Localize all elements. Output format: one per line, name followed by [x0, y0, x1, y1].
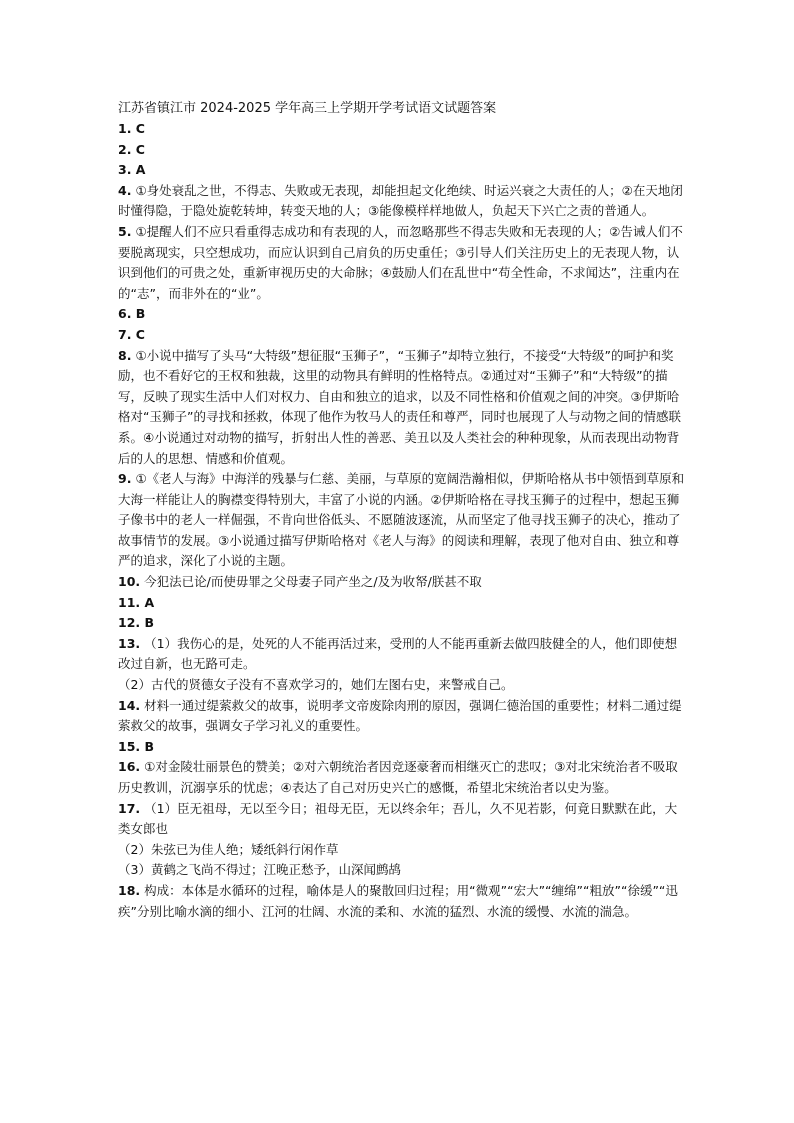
answer-number: 17. — [118, 800, 141, 816]
answer-text: 今犯法已论/而使毋罪之父母妻子同产坐之/及为收帑/朕甚不取 — [144, 574, 482, 590]
answer-17-2 — [118, 840, 686, 861]
answer-text: ①《老人与海》中海洋的残暴与仁慈、美丽，与草原的宽阔浩瀚相似，伊斯哈格从书中领悟到草原和大海一样能让人的胸襟变得特别大，丰富了小说的内涵。②伊斯哈格在寻找玉狮子的过程中，想起玉狮子像书中的老人一样倔强，不肯向世俗低头、不愿随波逐流，从而坚定了他寻找玉狮子的决心，推动了故事情节的发展。③小说通过描写伊斯哈格对《老人与海》的阅读和理解，表现了他对自由、独立和尊严的追求，深化了小说的主题。 — [118, 471, 685, 569]
answer-text: （3）黄鹤之飞尚不得过；江晚正愁予，山深闻鹧鸪 — [118, 862, 401, 878]
document-title: 江苏省镇江市 2024-2025 学年高三上学期开学考试语文试题答案 — [118, 101, 497, 116]
answer-6 — [118, 304, 686, 325]
answer-8 — [118, 346, 686, 470]
answer-13-1 — [118, 634, 686, 675]
answer-14 — [118, 696, 686, 737]
answer-number: 12. B — [118, 615, 155, 631]
answer-number: 14. — [118, 697, 141, 713]
answer-16 — [118, 757, 686, 798]
answer-text: ①小说中描写了头马“大特级”想征服“玉狮子”，“玉狮子”却特立独行，不接受“大特级”的呵护和奖励，也不看好它的王权和独裁，这里的动物具有鲜明的性格特点。②通过对“玉狮子”和“大特级”的描写，反映了现实生活中人们对权力、自由和独立的追求，以及不同性格和价值观之间的冲突。③伊斯哈格对“玉狮子”的寻找和拯救，体现了他作为牧马人的责任和尊严，同时也展现了人与动物之间的情感联系。④小说通过对动物的描写，折射出人性的善恶、美丑以及人类社会的种种现象，从而表现出动物背后的人的思想、情感和价值观。 — [118, 347, 681, 466]
answer-number: 2. C — [118, 141, 145, 157]
answer-5 — [118, 222, 686, 304]
answer-17-3 — [118, 860, 686, 881]
answer-7 — [118, 325, 686, 346]
answer-number: 15. B — [118, 738, 155, 754]
answer-text: ①对金陵壮丽景色的赞美；②对六朝统治者因竞逐豪奢而相继灭亡的悲叹；③对北宋统治者不吸取历史教训，沉溺享乐的忧虑；④表达了自己对历史兴亡的感慨，希望北宋统治者以史为鉴。 — [118, 759, 678, 795]
answer-2 — [118, 140, 686, 161]
answer-document — [118, 99, 686, 922]
answer-11 — [118, 593, 686, 614]
answer-text: 构成：本体是水循环的过程，喻体是人的聚散回归过程；用“微观”“宏大”“缠绵”“粗放”“徐缓”“迅疾”分别比喻水滴的细小、江河的壮阔、水流的柔和、水流的猛烈、水流的缓慢、水流的湍急。 — [118, 882, 678, 919]
answer-number: 10. — [118, 574, 141, 590]
answer-text: ①身处衰乱之世，不得志、失败或无表现，却能担起文化绝续、时运兴衰之大责任的人；②在天地闭时懂得隐，于隐处旋乾转坤，转变天地的人；③能像模样样地做人，负起天下兴亡之责的普通人。 — [118, 182, 683, 219]
answer-number: 6. B — [118, 306, 146, 322]
answer-15 — [118, 737, 686, 758]
answer-text: （1）臣无祖母，无以至今日；祖母无臣，无以终余年；吾儿，久不见若影，何竟日默默在此，大类女郎也 — [118, 800, 678, 837]
answer-17-1 — [118, 799, 686, 840]
answer-3 — [118, 160, 686, 181]
answer-text: 材料一通过缇萦救父的故事，说明孝文帝废除肉刑的原因，强调仁德治国的重要性；材料二通过缇萦救父的故事，强调女子学习礼义的重要性。 — [118, 697, 682, 734]
answer-text: ①提醒人们不应只看重得志成功和有表现的人，而忽略那些不得志失败和无表现的人；②告诫人们不要脱离现实，只空想成功，而应认识到自己肩负的历史重任；③引导人们关注历史上的无表现人物，认识到他们的可贵之处，重新审视历史的大命脉；④鼓励人们在乱世中“苟全性命，不求闻达”，注重内在的“志”，而非外在的“业”。 — [118, 223, 683, 301]
answer-number: 7. C — [118, 326, 145, 342]
answer-13-2 — [118, 675, 686, 696]
answer-4 — [118, 181, 686, 222]
answer-text: （2）古代的贤德女子没有不喜欢学习的，她们左图右史，来警戒自己。 — [118, 677, 514, 693]
answer-9 — [118, 469, 686, 572]
answer-text: （1）我伤心的是，处死的人不能再活过来，受刑的人不能再重新去做四肢健全的人，他们即使想改过自新，也无路可走。 — [118, 635, 678, 672]
answer-18 — [118, 881, 686, 922]
answer-number: 9. — [118, 471, 132, 487]
answer-number: 18. — [118, 882, 141, 898]
answer-number: 11. A — [118, 594, 155, 610]
answer-number: 1. C — [118, 121, 145, 136]
answer-number: 16. — [118, 759, 141, 775]
answer-number: 5. — [118, 223, 132, 239]
answer-number: 4. — [118, 182, 132, 198]
answer-text: （2）朱弦已为佳人绝；矮纸斜行闲作草 — [118, 841, 339, 857]
answer-10 — [118, 572, 686, 593]
answer-number: 3. A — [118, 162, 146, 178]
answer-1 — [118, 119, 686, 140]
answer-number: 8. — [118, 347, 132, 363]
answer-number: 13. — [118, 635, 141, 651]
answer-12 — [118, 613, 686, 634]
